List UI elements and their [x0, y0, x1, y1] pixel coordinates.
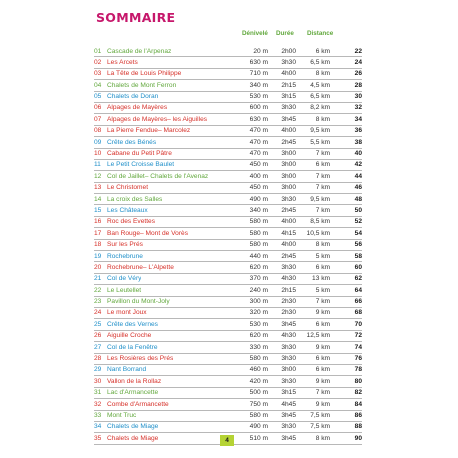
duration: 3h45 [281, 320, 296, 328]
page-ref: 60 [354, 263, 362, 271]
distance: 9,5 km [310, 195, 330, 203]
elevation-gain: 470 m [249, 127, 268, 135]
hike-name: Combe d'Armancette [107, 400, 169, 408]
duration: 3h30 [281, 355, 296, 363]
duration: 4h15 [281, 229, 296, 237]
duration: 3h15 [281, 93, 296, 101]
elevation-gain: 420 m [249, 377, 268, 385]
elevation-gain: 600 m [249, 104, 268, 112]
hike-number: 33 [94, 412, 102, 419]
hike-number: 18 [94, 241, 102, 249]
toc-row[interactable] [94, 342, 362, 353]
hike-name: Chalets de Doran [107, 93, 159, 101]
duration: 4h00 [281, 127, 296, 135]
hike-number: 29 [94, 366, 102, 374]
distance: 7,5 km [310, 423, 330, 431]
toc-row[interactable] [94, 319, 362, 330]
table-of-contents [94, 46, 362, 445]
duration: 3h45 [281, 434, 296, 442]
hike-name: Cascade de l'Arpenaz [107, 47, 172, 55]
hike-number: 11 [94, 161, 101, 169]
distance: 7,5 km [310, 412, 330, 419]
elevation-gain: 320 m [249, 309, 268, 317]
hike-number: 24 [94, 309, 102, 317]
toc-row[interactable] [94, 331, 362, 342]
elevation-gain: 620 m [249, 332, 268, 340]
page-ref: 82 [354, 389, 362, 397]
hike-number: 21 [94, 275, 102, 283]
header-duree: Durée [276, 30, 294, 37]
duration: 2h30 [281, 298, 296, 306]
hike-number: 23 [94, 298, 102, 306]
page-ref: 68 [354, 309, 362, 317]
duration: 3h30 [281, 343, 296, 351]
hike-name: Les Rosières des Prés [107, 355, 174, 363]
distance: 9 km [315, 309, 330, 317]
hike-name: Alpages de Mayères [107, 104, 168, 112]
page-ref: 26 [354, 70, 362, 78]
page-ref: 66 [354, 298, 362, 306]
hike-number: 26 [94, 332, 102, 340]
hike-number: 14 [94, 195, 102, 203]
page-ref: 28 [354, 81, 362, 89]
hike-name: Le Christomet [107, 184, 149, 192]
duration: 4h00 [281, 241, 296, 249]
distance: 8,2 km [310, 104, 330, 112]
hike-number: 25 [94, 320, 102, 328]
page-ref: 84 [354, 400, 362, 408]
toc-row[interactable] [94, 217, 362, 228]
distance: 8 km [315, 115, 330, 123]
elevation-gain: 500 m [249, 389, 268, 397]
elevation-gain: 450 m [249, 161, 268, 169]
page-ref: 52 [354, 218, 362, 226]
page-ref: 50 [354, 206, 362, 214]
elevation-gain: 440 m [249, 252, 268, 260]
elevation-gain: 580 m [249, 241, 268, 249]
page-ref: 36 [354, 127, 362, 135]
hike-name: Col de la Fenêtre [107, 343, 158, 351]
hike-number: 01 [94, 47, 102, 55]
toc-row[interactable] [94, 103, 362, 114]
duration: 3h15 [281, 389, 296, 397]
hike-number: 35 [94, 434, 102, 442]
distance: 6 km [315, 161, 330, 169]
hike-number: 20 [94, 263, 102, 271]
hike-number: 07 [94, 115, 102, 123]
duration: 3h30 [281, 377, 296, 385]
hike-name: Roc des Évettes [107, 218, 156, 226]
toc-row[interactable] [94, 160, 362, 171]
hike-name: La Pierre Fendue– Marcolez [107, 127, 191, 135]
duration: 2h45 [281, 252, 296, 260]
elevation-gain: 450 m [249, 184, 268, 192]
distance: 4,5 km [310, 81, 330, 89]
duration: 3h00 [281, 172, 296, 180]
hike-name: Pavillon du Mont-Joly [107, 298, 170, 306]
elevation-gain: 630 m [249, 58, 268, 66]
toc-row[interactable] [94, 388, 362, 399]
distance: 8,5 km [310, 218, 330, 226]
duration: 3h30 [281, 195, 296, 203]
toc-row[interactable] [94, 308, 362, 319]
hike-number: 08 [94, 127, 102, 135]
hike-number: 09 [94, 138, 102, 146]
hike-name: Ban Rouge– Mont de Vorès [107, 229, 189, 237]
distance: 7 km [315, 206, 330, 214]
page-ref: 48 [354, 195, 362, 203]
toc-row[interactable] [94, 149, 362, 160]
toc-row[interactable] [94, 57, 362, 68]
toc-row[interactable] [94, 183, 362, 194]
hike-number: 28 [94, 355, 102, 363]
toc-row[interactable] [94, 46, 362, 57]
page-ref: 32 [354, 104, 362, 112]
duration: 3h30 [281, 58, 296, 66]
hike-name: Chalets de Miage [107, 434, 159, 442]
hike-name: Col de Véry [107, 275, 142, 283]
toc-row[interactable] [94, 240, 362, 251]
hike-name: Col de Jaillet– Chalets de l'Avenaz [107, 172, 209, 180]
hike-number: 10 [94, 150, 102, 158]
duration: 3h30 [281, 423, 296, 431]
distance: 5 km [315, 252, 330, 260]
hike-name: Vallon de la Rollaz [107, 377, 162, 385]
elevation-gain: 330 m [249, 343, 268, 351]
distance: 6 km [315, 366, 330, 374]
distance: 5,5 km [310, 138, 330, 146]
page-ref: 58 [354, 252, 362, 260]
toc-row[interactable] [94, 376, 362, 387]
toc-row[interactable] [94, 171, 362, 182]
elevation-gain: 580 m [249, 229, 268, 237]
elevation-gain: 490 m [249, 423, 268, 431]
hike-name: Le Petit Croisse Baulet [107, 161, 175, 169]
hike-name: Crête des Bénés [107, 138, 157, 146]
distance: 9 km [315, 343, 330, 351]
hike-name: Rochebrune– L'Alpette [107, 263, 174, 271]
hike-number: 34 [94, 423, 102, 431]
toc-row[interactable] [94, 137, 362, 148]
hike-name: Alpages de Mayères– les Aiguilles [107, 115, 208, 123]
duration: 4h45 [281, 400, 296, 408]
hike-number: 19 [94, 252, 102, 260]
elevation-gain: 470 m [249, 150, 268, 158]
distance: 8 km [315, 434, 330, 442]
hike-number: 16 [94, 218, 102, 226]
elevation-gain: 580 m [249, 355, 268, 363]
toc-row[interactable] [94, 297, 362, 308]
hike-number: 31 [94, 389, 102, 397]
elevation-gain: 240 m [249, 286, 268, 294]
distance: 9 km [315, 377, 330, 385]
toc-row[interactable] [94, 92, 362, 103]
page-ref: 76 [354, 355, 362, 363]
elevation-gain: 470 m [249, 138, 268, 146]
elevation-gain: 580 m [249, 218, 268, 226]
page-ref: 46 [354, 184, 362, 192]
hike-number: 06 [94, 104, 102, 112]
page-ref: 30 [354, 93, 362, 101]
distance: 9 km [315, 400, 330, 408]
distance: 7 km [315, 184, 330, 192]
toc-row[interactable] [94, 80, 362, 91]
distance: 12,5 km [306, 332, 330, 340]
hike-number: 05 [94, 93, 102, 101]
hike-name: Le mont Joux [107, 309, 147, 317]
header-distance: Distance [307, 30, 334, 37]
toc-row[interactable] [94, 262, 362, 273]
page-ref: 72 [354, 332, 362, 340]
hike-number: 12 [94, 172, 102, 180]
page-ref: 80 [354, 377, 362, 385]
hike-number: 30 [94, 377, 102, 385]
elevation-gain: 630 m [249, 115, 268, 123]
distance: 6,5 km [310, 93, 330, 101]
page-ref: 86 [354, 412, 362, 419]
duration: 3h30 [281, 263, 296, 271]
duration: 2h00 [281, 47, 296, 55]
hike-name: Mont Truc [107, 412, 137, 419]
elevation-gain: 370 m [249, 275, 268, 283]
distance: 7 km [315, 298, 330, 306]
hike-number: 15 [94, 206, 102, 214]
duration: 3h45 [281, 412, 296, 419]
elevation-gain: 20 m [253, 47, 268, 55]
hike-name: Aiguille Croche [107, 332, 152, 340]
page-ref: 42 [354, 161, 362, 169]
hike-number: 13 [94, 184, 102, 192]
column-headers [0, 30, 458, 40]
duration: 3h30 [281, 104, 296, 112]
elevation-gain: 530 m [249, 93, 268, 101]
toc-row[interactable] [94, 251, 362, 262]
toc-row[interactable] [94, 285, 362, 296]
page-ref: 34 [354, 115, 362, 123]
distance: 13 km [312, 275, 330, 283]
distance: 6,5 km [310, 58, 330, 66]
page-ref: 88 [354, 423, 362, 431]
elevation-gain: 340 m [249, 206, 268, 214]
distance: 10,5 km [306, 229, 330, 237]
page-ref: 22 [354, 47, 362, 55]
duration: 2h45 [281, 206, 296, 214]
distance: 8 km [315, 241, 330, 249]
toc-row[interactable] [94, 69, 362, 80]
duration: 3h00 [281, 150, 296, 158]
toc-row[interactable] [94, 114, 362, 125]
hike-name: Les Châteaux [107, 206, 148, 214]
distance: 7 km [315, 172, 330, 180]
elevation-gain: 620 m [249, 263, 268, 271]
page-ref: 74 [354, 343, 362, 351]
distance: 8 km [315, 70, 330, 78]
hike-name: Les Arcets [107, 58, 138, 66]
duration: 4h00 [281, 70, 296, 78]
toc-row[interactable] [94, 354, 362, 365]
hike-name: Nant Borrand [107, 366, 147, 374]
toc-row[interactable] [94, 365, 362, 376]
toc-row[interactable] [94, 228, 362, 239]
page-ref: 56 [354, 241, 362, 249]
page-title: SOMMAIRE [96, 10, 176, 25]
elevation-gain: 300 m [249, 298, 268, 306]
duration: 2h15 [281, 286, 296, 294]
hike-number: 32 [94, 400, 102, 408]
elevation-gain: 510 m [249, 434, 268, 442]
distance: 6 km [315, 47, 330, 55]
duration: 3h00 [281, 366, 296, 374]
toc-row[interactable] [94, 194, 362, 205]
page-ref: 40 [354, 150, 362, 158]
hike-number: 02 [94, 58, 102, 66]
elevation-gain: 530 m [249, 320, 268, 328]
duration: 4h30 [281, 332, 296, 340]
page-ref: 64 [354, 286, 362, 294]
toc-row[interactable] [94, 399, 362, 410]
hike-name: Le Leutellet [107, 286, 142, 294]
hike-name: Lac d'Armancette [107, 389, 159, 397]
page-ref: 70 [354, 320, 362, 328]
elevation-gain: 750 m [249, 400, 268, 408]
elevation-gain: 400 m [249, 172, 268, 180]
duration: 3h00 [281, 184, 296, 192]
hike-number: 22 [94, 286, 102, 294]
duration: 2h45 [281, 138, 296, 146]
elevation-gain: 580 m [249, 412, 268, 419]
elevation-gain: 340 m [249, 81, 268, 89]
page-ref: 62 [354, 275, 362, 283]
header-denivele: Dénivelé [242, 30, 268, 37]
distance: 6 km [315, 355, 330, 363]
hike-name: Crête des Vernes [107, 320, 158, 328]
page-ref: 54 [354, 229, 362, 237]
elevation-gain: 490 m [249, 195, 268, 203]
duration: 3h45 [281, 115, 296, 123]
toc-row[interactable] [94, 205, 362, 216]
hike-name: Cabane du Petit Pâtre [107, 150, 172, 158]
page-number-badge: 4 [220, 435, 234, 446]
page-ref: 44 [354, 172, 362, 180]
hike-name: Sur les Prés [107, 241, 143, 249]
duration: 4h00 [281, 218, 296, 226]
hike-name: Chalets de Miage [107, 423, 159, 431]
distance: 9,5 km [310, 127, 330, 135]
hike-number: 04 [94, 81, 102, 89]
toc-row[interactable] [94, 411, 362, 422]
distance: 7 km [315, 150, 330, 158]
page-ref: 90 [354, 434, 362, 442]
toc-row[interactable] [94, 126, 362, 137]
toc-row[interactable] [94, 422, 362, 433]
elevation-gain: 710 m [249, 70, 268, 78]
distance: 6 km [315, 263, 330, 271]
hike-number: 03 [94, 70, 102, 78]
hike-name: Chalets de Mont Ferron [107, 81, 177, 89]
hike-number: 17 [94, 229, 102, 237]
duration: 3h00 [281, 161, 296, 169]
elevation-gain: 460 m [249, 366, 268, 374]
page-ref: 78 [354, 366, 362, 374]
distance: 7 km [315, 389, 330, 397]
distance: 5 km [315, 286, 330, 294]
hike-name: La croix des Salles [107, 195, 163, 203]
duration: 4h30 [281, 275, 296, 283]
duration: 2h30 [281, 309, 296, 317]
page-ref: 38 [354, 138, 362, 146]
hike-name: Rochebrune [107, 252, 143, 260]
hike-name: La Tête de Louis Philippe [107, 70, 182, 78]
hike-number: 27 [94, 343, 102, 351]
distance: 6 km [315, 320, 330, 328]
toc-row[interactable] [94, 274, 362, 285]
page-ref: 24 [354, 58, 362, 66]
duration: 2h15 [281, 81, 296, 89]
